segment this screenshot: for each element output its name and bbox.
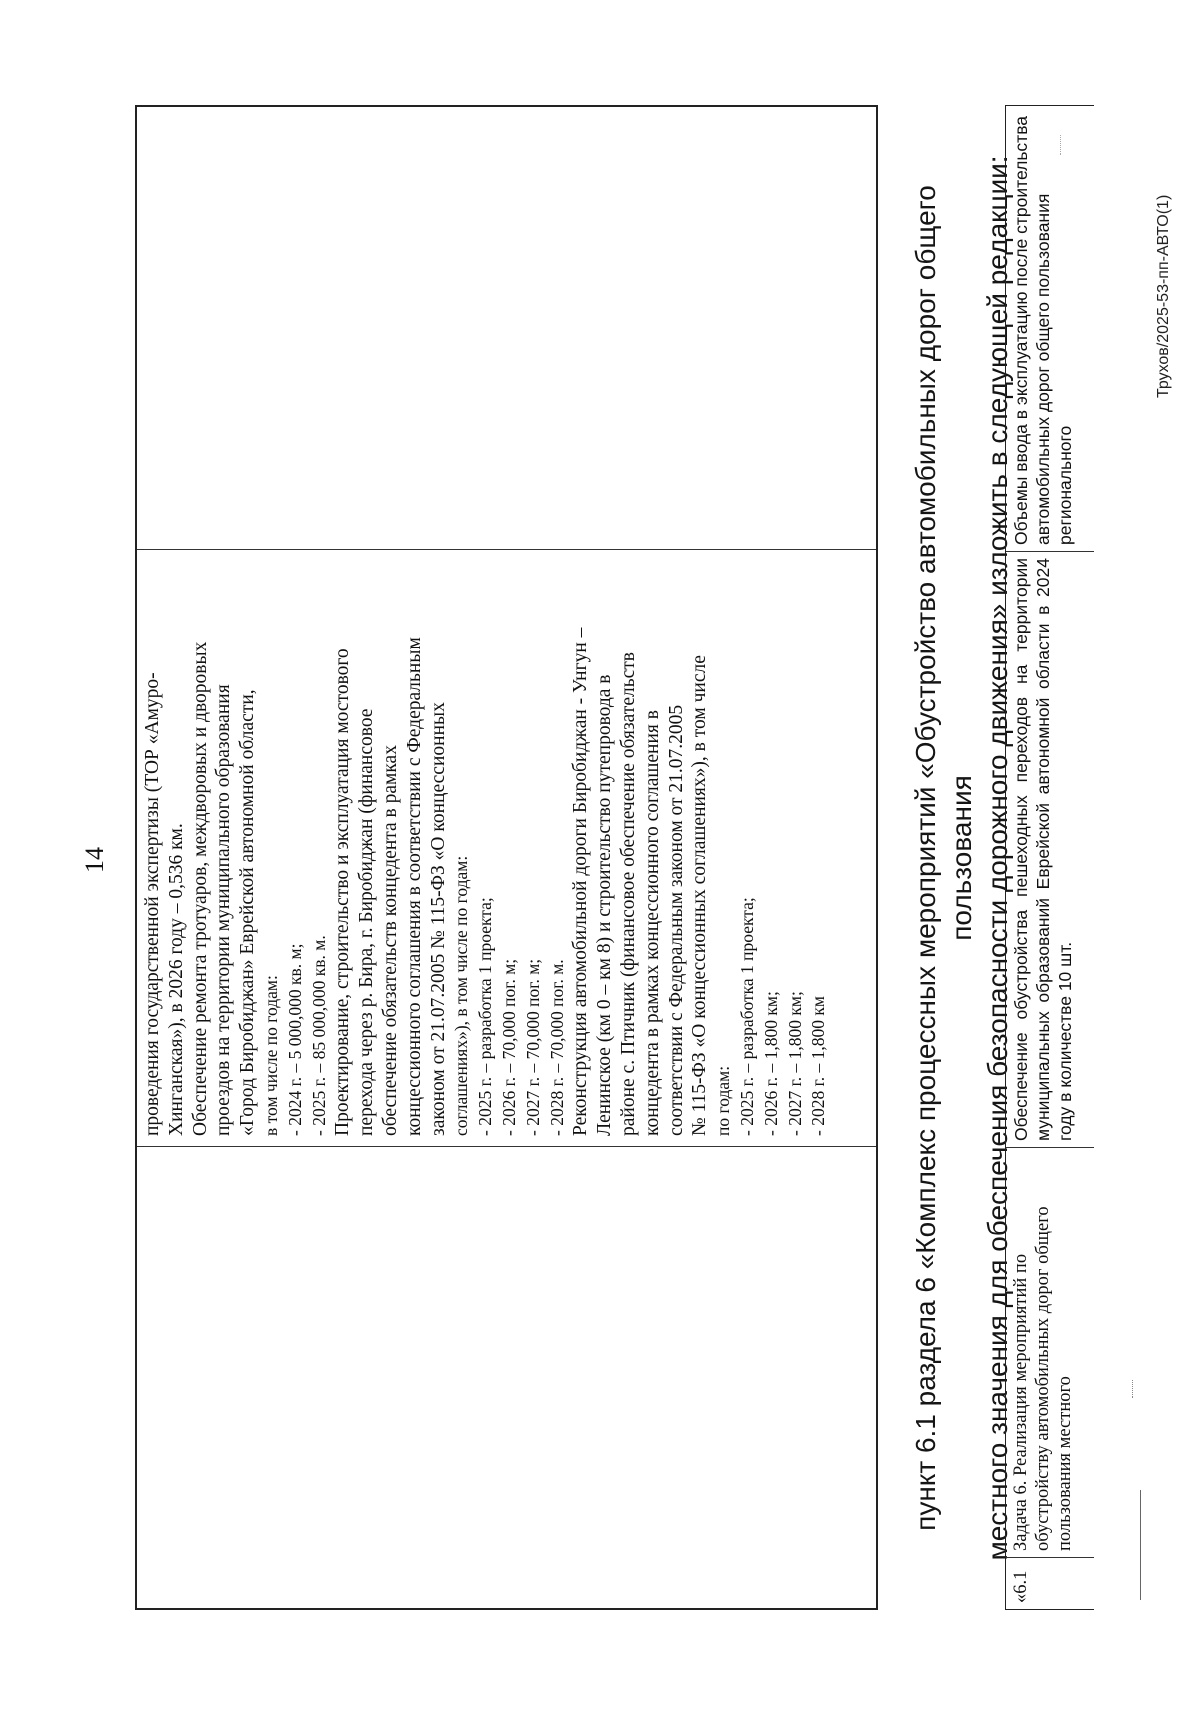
- text-line: Проектирование, строительство и эксплуатация мостового: [332, 648, 354, 1136]
- indicator-cell: Объемы ввода в эксплуатацию после строительства автомобильных дорог общего пользования регионального: [1011, 115, 1075, 545]
- text-line: - 2026 г. – 1,800 км;: [760, 991, 781, 1136]
- text-line: Хинганская»), в 2026 году – 0,536 км.: [165, 823, 187, 1136]
- text-line: - 2027 г. – 70,000 пог. м;: [522, 958, 543, 1136]
- section-heading: [908, 118, 1016, 1598]
- text-line: в том числе по годам:: [260, 975, 281, 1136]
- heading-line-2: местного значения для обеспечения безопасности дорожного движения» изложить в следующей редакции:: [982, 155, 1013, 1561]
- text-line: - 2028 г. – 70,000 пог. м.: [546, 959, 567, 1136]
- document-footer-code: Трухов/2025-53-пп-АВТО(1): [1155, 194, 1172, 398]
- text-line: соглашениях»), в том числе по годам:: [451, 855, 472, 1136]
- text-line: Реконструкция автомобильной дороги Биробиджан - Унгун –: [570, 627, 592, 1136]
- text-line: - 2027 г. – 1,800 км;: [784, 991, 805, 1136]
- text-line: проездов на территории муниципального образования: [213, 684, 235, 1136]
- table-top-column-2: [137, 550, 876, 1146]
- page-number: 14: [80, 847, 109, 873]
- table-top: [135, 105, 878, 1610]
- text-line: районе с. Птичник (финансовое обеспечение обязательств: [617, 652, 639, 1136]
- text-line: соответствии с Федеральным законом от 21.07.2005: [665, 704, 687, 1136]
- text-line: обеспечение обязательств концедента в рамках: [379, 745, 401, 1136]
- row-number: «6.1: [1006, 1557, 1094, 1609]
- margin-mark: [1060, 135, 1061, 155]
- description-cell: Обеспечение обустройства пешеходных переходов на территории муниципальных образований Еврейской автономной области в 2024 году в количестве 10 шт.: [1006, 551, 1094, 1147]
- text-line: № 115-ФЗ «О концессионных соглашениях»), в том числе: [689, 655, 711, 1136]
- text-line: законом от 21.07.2005 № 115-ФЗ «О концессионных: [427, 702, 449, 1136]
- margin-line: [1140, 1490, 1141, 1600]
- text-line: по годам:: [713, 1065, 734, 1136]
- text-line: - 2025 г. – разработка 1 проекта;: [475, 897, 496, 1136]
- text-line: - 2025 г. – 85 000,000 кв. м.: [308, 935, 329, 1136]
- text-line: концессионного соглашения в соответствии с Федеральным: [403, 637, 425, 1136]
- margin-mark: [1132, 1380, 1133, 1398]
- heading-line-1: пункт 6.1 раздела 6 «Комплекс процессных мероприятий «Обустройство автомобильных дорог общего пользования: [910, 185, 977, 1531]
- text-line: «Город Биробиджан» Еврейской автономной области,: [237, 689, 259, 1136]
- table-top-column-1: [137, 1146, 876, 1608]
- text-line: концедента в рамках концессионного соглашения в: [641, 710, 663, 1136]
- table-top-column-3: [137, 107, 876, 550]
- text-line: - 2025 г. – разработка 1 проекта;: [736, 897, 757, 1136]
- text-line: Обеспечение ремонта тротуаров, междворовых и дворовых: [189, 641, 211, 1136]
- text-line: перехода через р. Бира, г. Биробиджан (финансовое: [356, 708, 378, 1136]
- text-line: проведения государственной экспертизы (ТОР «Амуро-: [142, 672, 163, 1136]
- table-bottom: [1005, 105, 1094, 1610]
- text-line: - 2024 г. – 5 000,000 кв. м;: [284, 943, 305, 1136]
- text-line: - 2026 г. – 70,000 пог. м;: [498, 958, 519, 1136]
- task-cell: Задача 6. Реализация мероприятий по обустройству автомобильных дорог общего пользования местного: [1006, 1147, 1094, 1557]
- text-line: Ленинское (км 0 – км 8) и строительство путепровода в: [594, 674, 616, 1136]
- text-line: - 2028 г. – 1,800 км: [808, 996, 829, 1136]
